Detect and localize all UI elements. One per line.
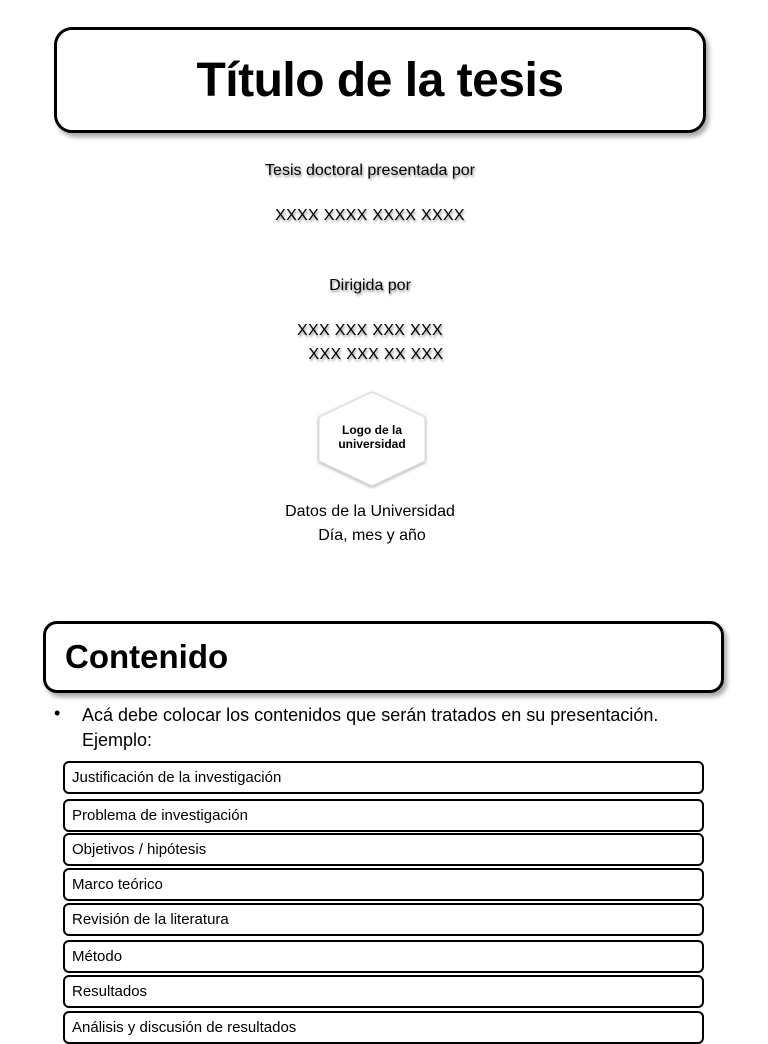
director-name-2: XXX XXX XX XXX	[308, 346, 444, 363]
list-item: Revisión de la literatura	[63, 903, 704, 936]
list-item: Objetivos / hipótesis	[63, 833, 704, 866]
list-item: Análisis y discusión de resultados	[63, 1011, 704, 1044]
bullet-line-1: Acá debe colocar los contenidos que serán tratados en su presentación.	[82, 705, 659, 725]
list-item: Método	[63, 940, 704, 973]
list-item: Justificación de la investigación	[63, 761, 704, 794]
bullet-icon: •	[54, 703, 61, 723]
presented-by-label: Tesis doctoral presentada por	[265, 162, 475, 179]
university-logo-placeholder	[316, 389, 428, 489]
thesis-title-box	[54, 27, 706, 133]
presentation-date: Día, mes y año	[318, 527, 426, 544]
thesis-title: Título de la tesis	[196, 53, 564, 107]
author-name: XXXX XXXX XXXX XXXX	[275, 207, 465, 224]
list-item: Marco teórico	[63, 868, 704, 901]
contents-title-box	[43, 621, 724, 693]
bullet-line-2: Ejemplo:	[82, 730, 153, 750]
contents-title: Contenido	[65, 638, 229, 675]
university-data: Datos de la Universidad	[285, 503, 455, 520]
list-item: Resultados	[63, 975, 704, 1008]
logo-label	[316, 423, 428, 451]
director-name-1: XXX XXX XXX XXX	[297, 322, 443, 339]
logo-label-line1: Logo de la	[342, 423, 402, 437]
directed-by-label: Dirigida por	[329, 277, 411, 294]
logo-label-line2: universidad	[338, 437, 406, 451]
list-item: Problema de investigación	[63, 799, 704, 832]
